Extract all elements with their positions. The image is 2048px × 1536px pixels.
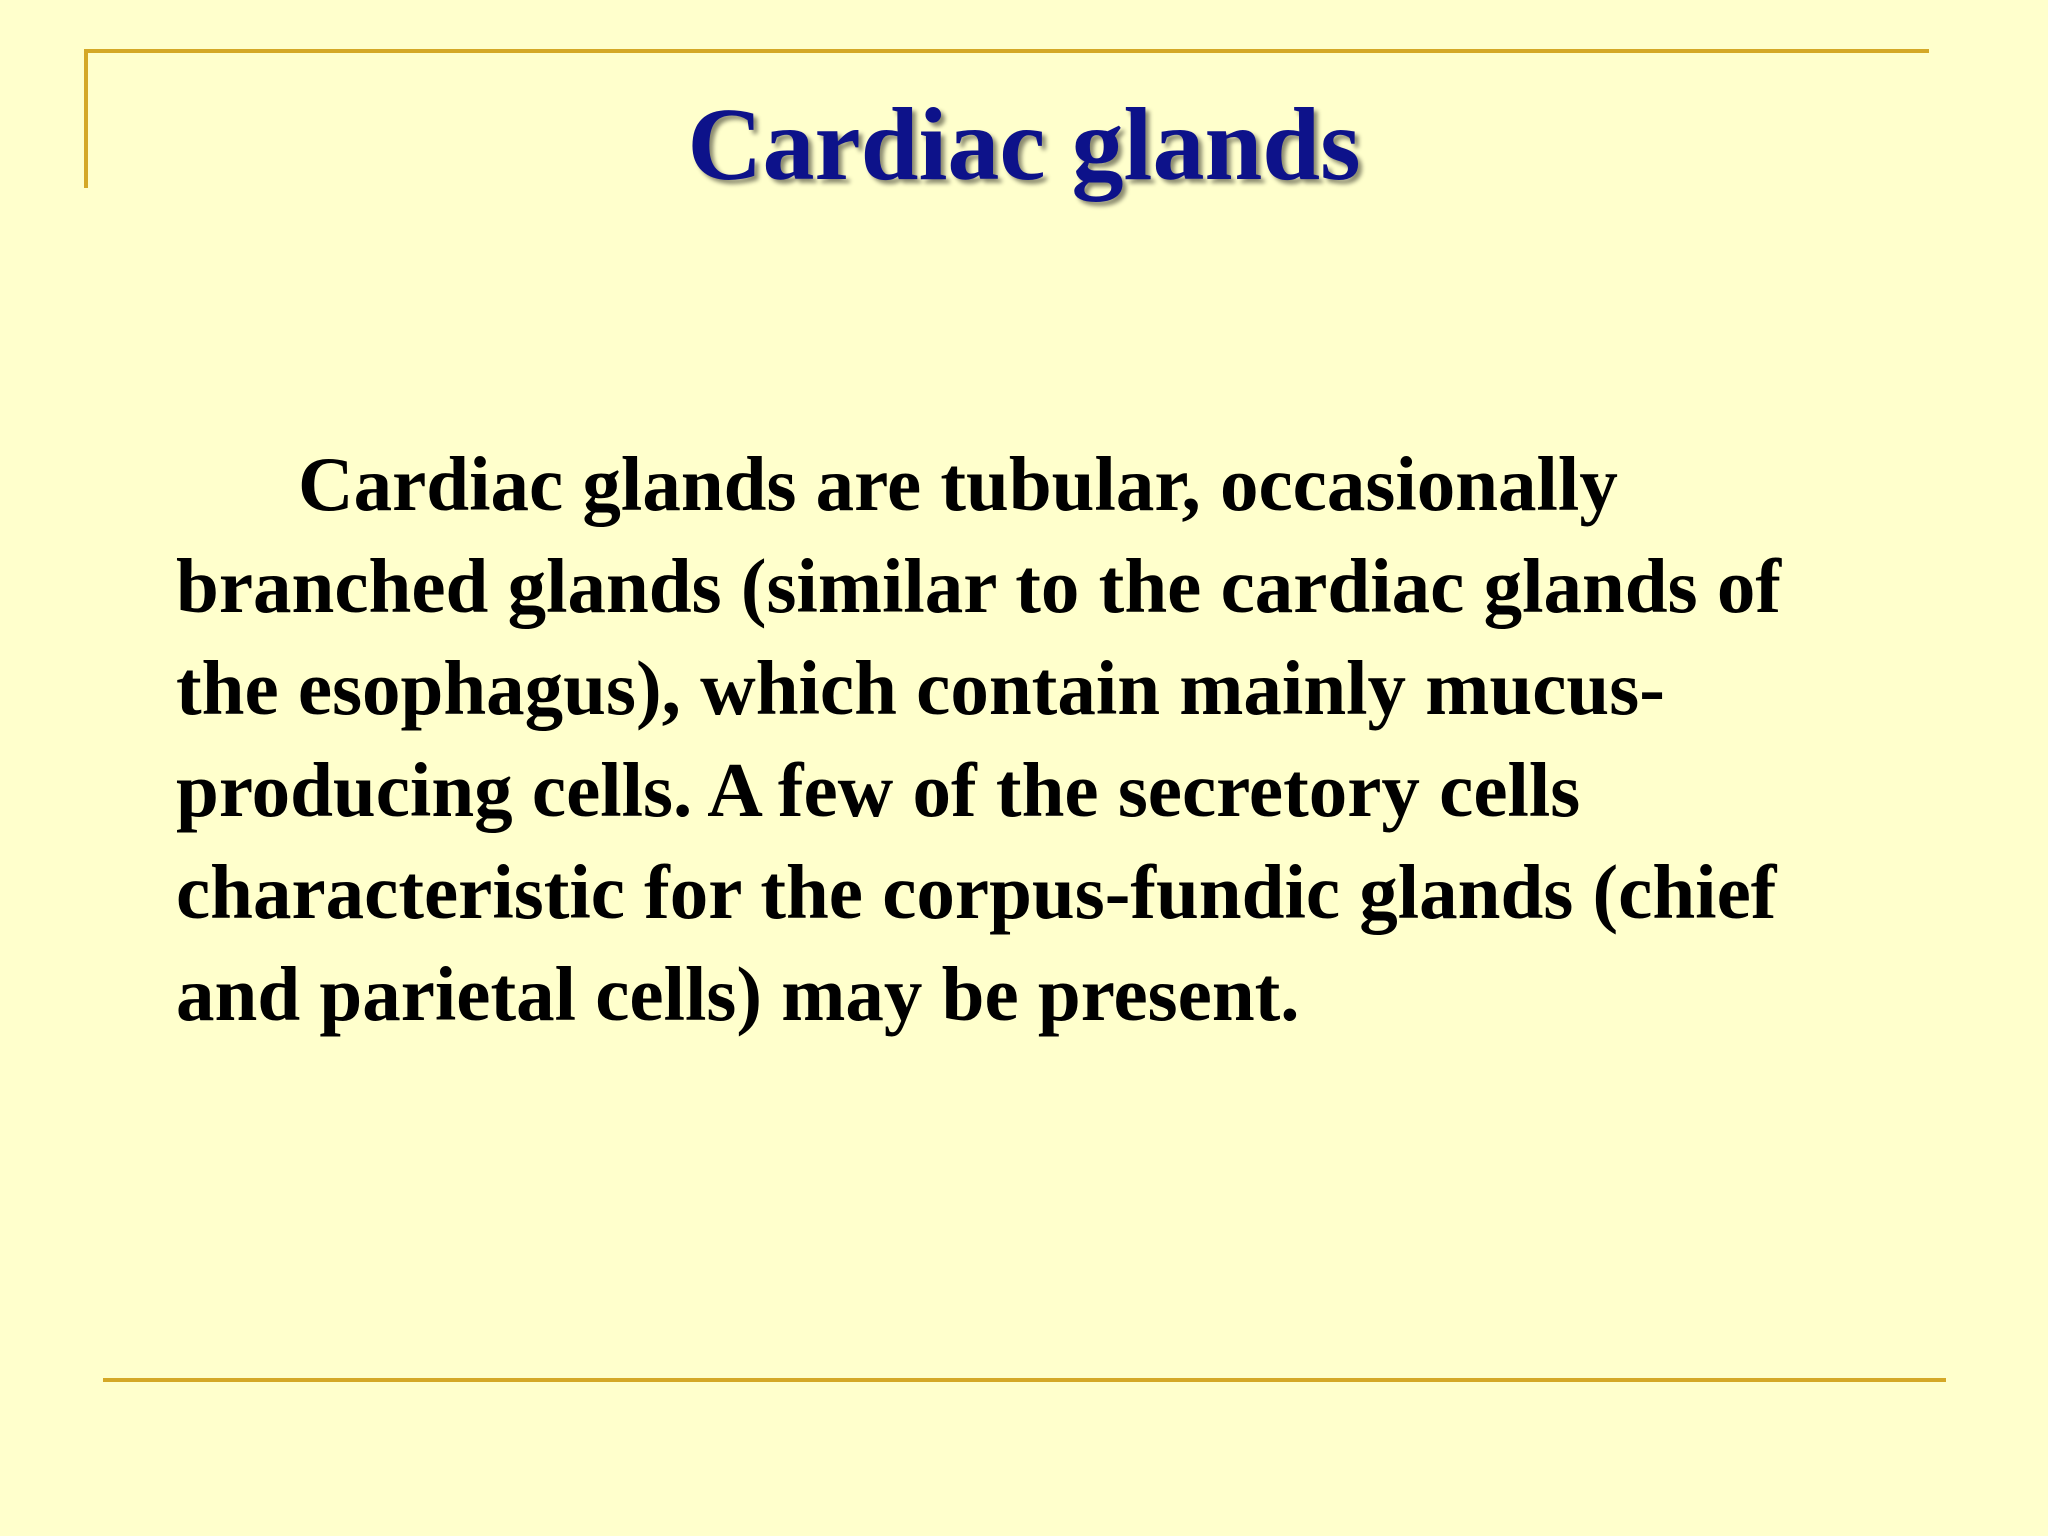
slide-body-text: Cardiac glands are tubular, occasionally branched glands (similar to the cardiac glands of the esophagus), which contain mainly mucus-producing cells. A few of the secretory cells characteristic for the corpus-fundic glands (chief and parietal cells) may be present. [176,441,1781,1037]
top-rule [84,49,1929,53]
bottom-rule [103,1378,1946,1382]
slide-title: Cardiac glands [687,87,1361,202]
